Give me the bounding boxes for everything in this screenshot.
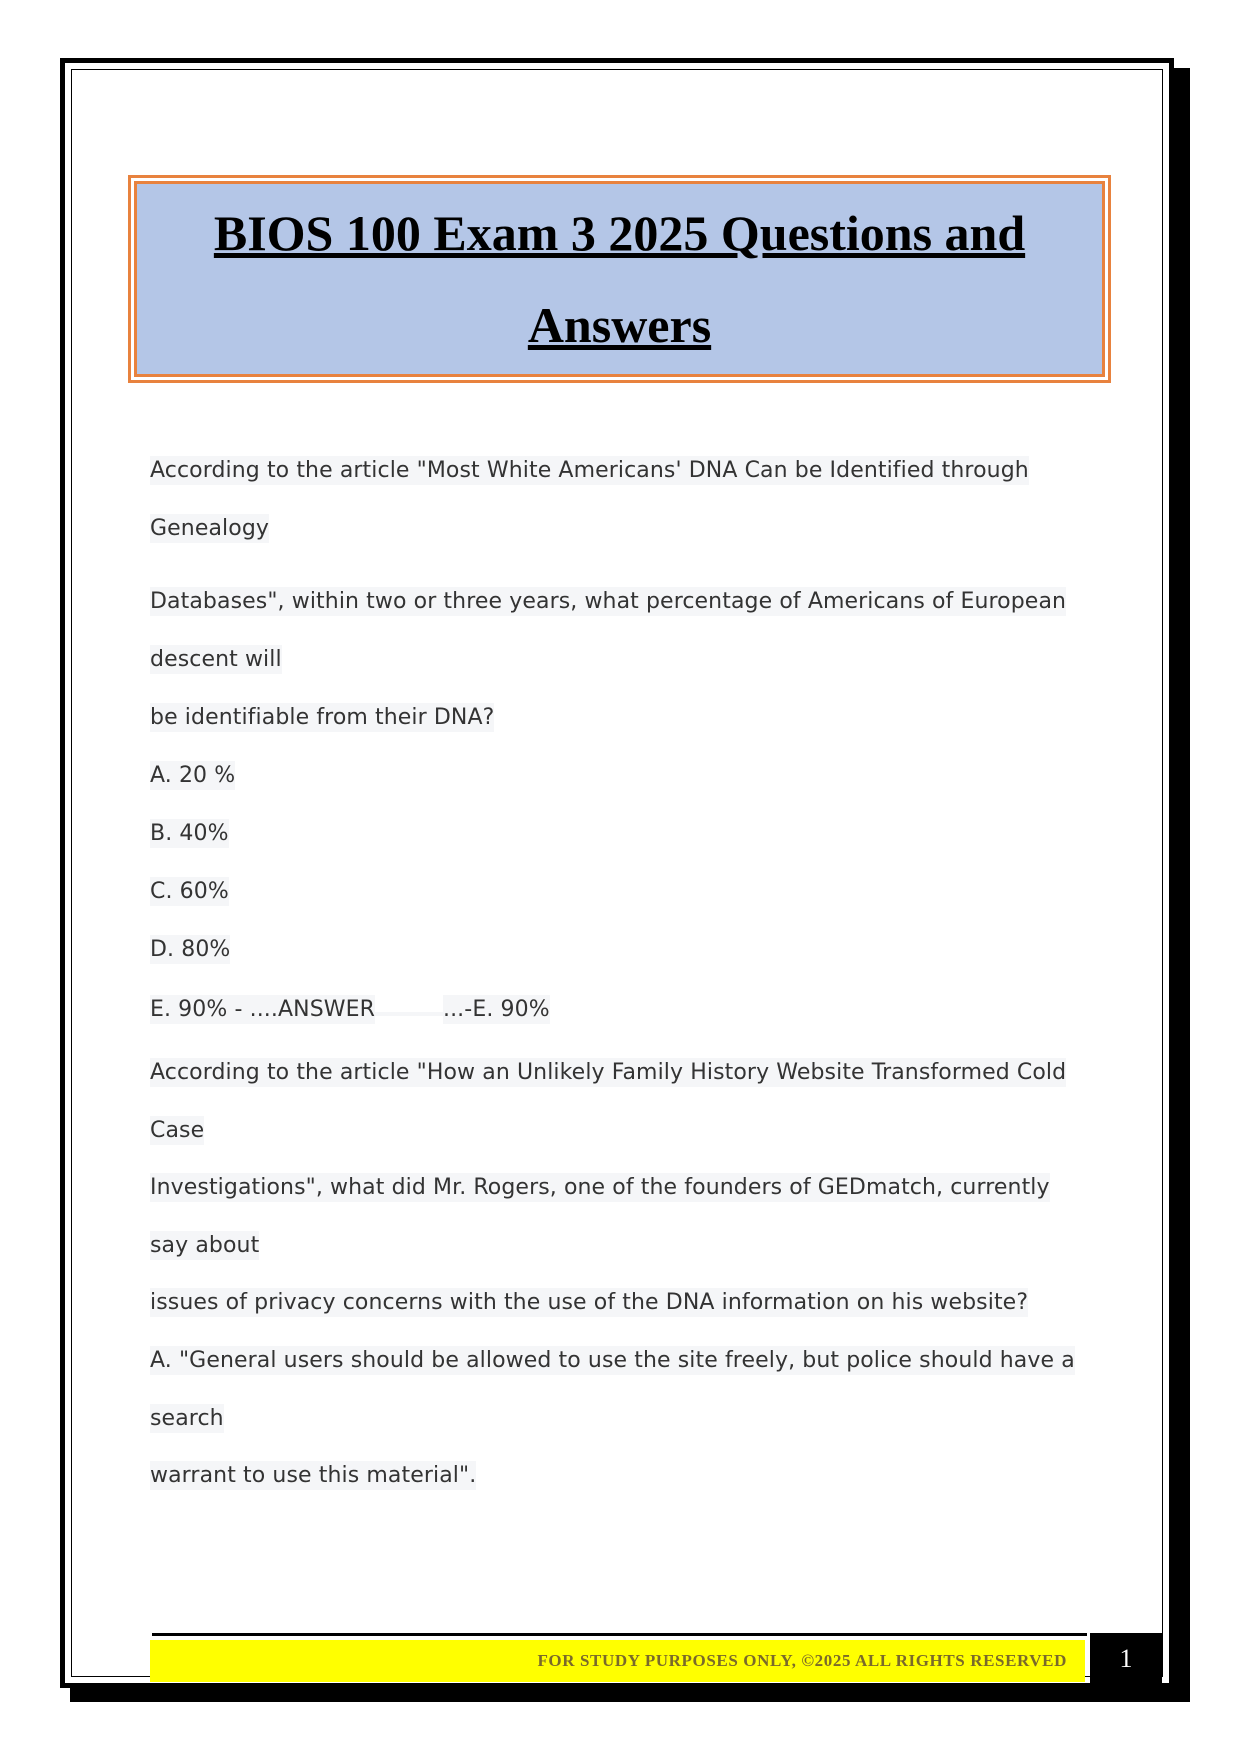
text-line: descent will xyxy=(150,647,282,672)
text-line: Investigations", what did Mr. Rogers, one of the founders of GEDmatch, currently xyxy=(150,1175,1050,1200)
text-line: issues of privacy concerns with the use of the DNA information on his website? xyxy=(150,1290,1029,1315)
title-box-inner xyxy=(134,181,1105,377)
text-line: say about xyxy=(150,1233,260,1258)
page-number: 1 xyxy=(1090,1633,1162,1685)
footer-bar xyxy=(150,1640,1085,1682)
footer-notice: FOR STUDY PURPOSES ONLY, ©2025 ALL RIGHTS RESERVED xyxy=(537,1651,1067,1670)
title-box xyxy=(128,175,1111,383)
answer-option: B. 40% xyxy=(150,821,229,846)
text-line: Databases", within two or three years, what percentage of Americans of European xyxy=(150,589,1067,614)
answer-option: A. 20 % xyxy=(150,763,236,788)
answer-option: A. "General users should be allowed to use the site freely, but police should have a xyxy=(150,1348,1075,1373)
answer-option: D. 80% xyxy=(150,937,231,962)
answer-option: C. 60% xyxy=(150,879,229,904)
text-line: be identifiable from their DNA? xyxy=(150,705,495,730)
text-line: According to the article "How an Unlikely Family History Website Transformed Cold xyxy=(150,1060,1067,1085)
text-line: search xyxy=(150,1406,224,1431)
text-line: Case xyxy=(150,1118,205,1143)
footer-rule xyxy=(152,1633,1087,1636)
text-line: Genealogy xyxy=(150,516,269,541)
document-title-line-2: Answers xyxy=(527,297,712,353)
answer-line: E. 90% - ....ANSWER ...-E. 90% xyxy=(150,997,550,1022)
document-title-line-1: BIOS 100 Exam 3 2025 Questions and xyxy=(213,205,1026,261)
text-line: According to the article "Most White Americans' DNA Can be Identified through xyxy=(150,458,1029,483)
text-line: warrant to use this material". xyxy=(150,1463,477,1488)
